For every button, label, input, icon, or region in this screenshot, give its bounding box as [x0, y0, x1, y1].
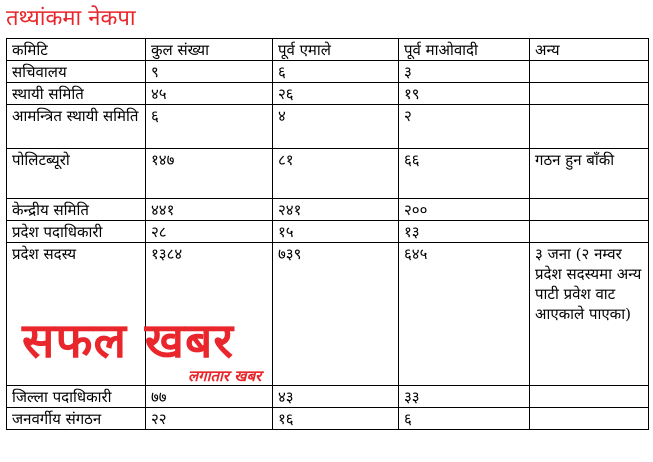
table-cell: ६ [399, 408, 530, 430]
table-cell: ४५ [146, 83, 273, 105]
table-cell: पोलिटब्यूरो [7, 149, 146, 199]
table-cell: ३३ [399, 386, 530, 408]
table-cell: केन्द्रीय समिति [7, 199, 146, 221]
table-cell: २६ [273, 83, 399, 105]
table-cell: ६४५ [399, 243, 530, 386]
table-cell: आमन्त्रित स्थायी समिति [7, 105, 146, 149]
table-cell: ३ [399, 61, 530, 83]
table-cell: २२ [146, 408, 273, 430]
table-cell: ४३ [273, 386, 399, 408]
table-cell: ६६ [399, 149, 530, 199]
table-cell: २ [399, 105, 530, 149]
watermark-logo-title: सफल खबर [22, 313, 235, 369]
table-cell [530, 199, 649, 221]
table-cell: प्रदेश पदाधिकारी [7, 221, 146, 243]
table-cell: जिल्ला पदाधिकारी [7, 386, 146, 408]
table-row [7, 221, 649, 243]
table-cell: १९ [399, 83, 530, 105]
table-cell: ९ [146, 61, 273, 83]
table-cell [530, 105, 649, 149]
table-cell: ८१ [273, 149, 399, 199]
table-cell: ४ [273, 105, 399, 149]
table-cell: गठन हुन बाँकी [530, 149, 649, 199]
table-cell: स्थायी समिति [7, 83, 146, 105]
header-cell: कुल संख्या [146, 39, 273, 61]
table-cell [530, 83, 649, 105]
watermark-logo [22, 313, 312, 393]
table-row [7, 199, 649, 221]
table-row [7, 61, 649, 83]
table-cell: ७७ [146, 386, 273, 408]
table-cell: २४१ [273, 199, 399, 221]
table-cell: १५ [273, 221, 399, 243]
table-cell [530, 386, 649, 408]
table-cell: १६ [273, 408, 399, 430]
header-cell: अन्य [530, 39, 649, 61]
table-cell: ६ [273, 61, 399, 83]
table-cell [530, 408, 649, 430]
table-row [7, 105, 649, 149]
table-header-row [7, 39, 649, 61]
table-cell [530, 61, 649, 83]
header-cell: कमिटि [7, 39, 146, 61]
table-cell: २८ [146, 221, 273, 243]
header-cell: पूर्व माओवादी [399, 39, 530, 61]
table-row [7, 149, 649, 199]
table-row [7, 83, 649, 105]
table-cell [530, 221, 649, 243]
table-cell: जनवर्गीय संगठन [7, 408, 146, 430]
page-title: तथ्यांकमा नेकपा [6, 6, 136, 31]
table-cell: १३८४ [146, 243, 273, 386]
table-cell: ७३९ [273, 243, 399, 386]
table-cell: ४४१ [146, 199, 273, 221]
table-cell: सचिवालय [7, 61, 146, 83]
table-cell: १४७ [146, 149, 273, 199]
table-cell: ६ [146, 105, 273, 149]
table-cell: २०० [399, 199, 530, 221]
table-cell: प्रदेश सदस्य [7, 243, 146, 386]
table-cell: १३ [399, 221, 530, 243]
table-row [7, 408, 649, 430]
table-cell: ३ जना (२ नम्वर प्रदेश सदस्यमा अन्य पाटी प्रवेश वाट आएकाले पाएका) [530, 243, 649, 386]
watermark-logo-tagline: लगातार खबर [188, 367, 262, 385]
header-cell: पूर्व एमाले [273, 39, 399, 61]
